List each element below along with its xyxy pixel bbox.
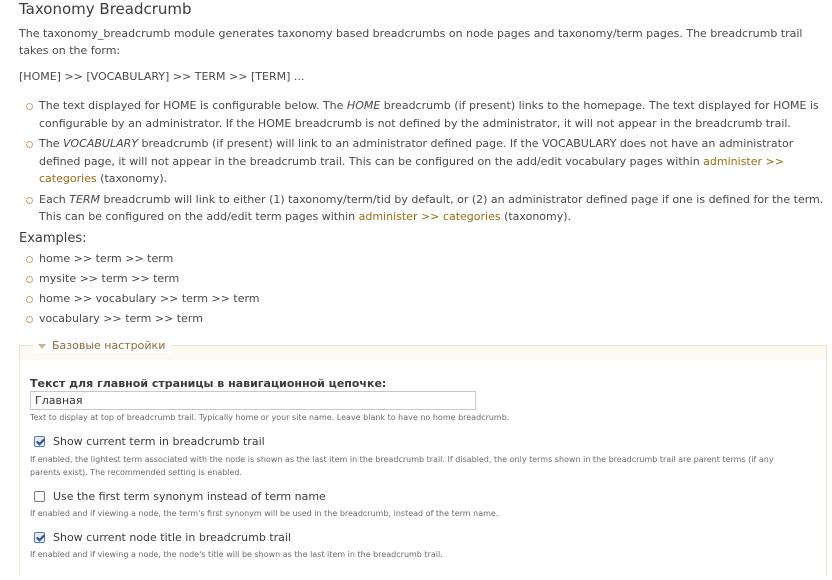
link-separator: >> [417, 210, 443, 223]
example-text: home >> vocabulary >> term >> term [39, 292, 260, 305]
explanation-list [19, 97, 827, 229]
breadcrumb-form-pattern: [HOME] >> [VOCABULARY] >> TERM >> [TERM] ... [19, 70, 305, 83]
list-item [19, 270, 260, 290]
legend-label[interactable]: Базовые настройки [52, 339, 166, 352]
bullet-icon [26, 276, 33, 283]
show-node-title-label[interactable]: Show current node title in breadcrumb trail [53, 531, 292, 544]
intro-text: The taxonomy_breadcrumb module generates taxonomy based breadcrumbs on node pages and taxonomy/term pages. The breadcrumb trail takes on the form: [19, 27, 803, 57]
bullet-text: The [39, 137, 63, 150]
list-item [19, 290, 260, 310]
show-current-term-label[interactable]: Show current term in breadcrumb trail [53, 435, 265, 448]
bullet-icon [26, 256, 33, 263]
use-synonym-checkbox[interactable] [34, 491, 45, 502]
bullet-emphasis: VOCABULARY [62, 137, 138, 150]
bullet-text: (taxonomy). [500, 210, 572, 223]
link-separator: >> [762, 154, 784, 168]
categories-link[interactable]: categories [39, 172, 97, 185]
show-current-term-row[interactable] [34, 435, 265, 448]
bullet-text: Each [39, 192, 70, 206]
use-synonym-description: If enabled and if viewing a node, the term's first synonym will be used in the breadcrumb, instead of the term name. [30, 509, 499, 518]
use-synonym-label[interactable]: Use the first term synonym instead of term name [53, 490, 326, 503]
show-node-title-row[interactable] [34, 531, 291, 544]
page-title: Taxonomy Breadcrumb [19, 0, 192, 18]
example-text: mysite >> term >> term [39, 272, 180, 285]
fieldset-body [20, 360, 826, 580]
bullet-text: (taxonomy). [96, 172, 168, 185]
collapse-arrow-icon[interactable] [38, 344, 46, 349]
example-text: vocabulary >> term >> term [39, 312, 203, 325]
home-text-description: Text to display at top of breadcrumb trail. Typically home or your site name. Leave blank to have no home breadcrumb. [30, 413, 510, 422]
show-node-title-checkbox[interactable] [34, 532, 45, 543]
home-text-label: Текст для главной страницы в навигационной цепочке: [30, 377, 387, 390]
example-text: home >> term >> term [39, 252, 174, 265]
bullet-icon [26, 103, 33, 110]
examples-list [19, 250, 260, 330]
show-current-term-checkbox[interactable] [34, 436, 45, 447]
list-item [19, 310, 260, 330]
examples-heading: Examples: [19, 231, 87, 246]
list-item [19, 250, 260, 270]
bullet-icon [26, 316, 33, 323]
use-synonym-row[interactable] [34, 490, 326, 503]
list-item [19, 97, 827, 132]
home-text-input[interactable] [30, 391, 476, 410]
bullet-icon [26, 197, 33, 204]
bullet-text: breadcrumb (if present) will link to an administrator defined page. If the VOCABULARY does not have an administrator defined page, it will not appear in the breadcrumb trail. This can be configured on the add/edit vocabulary pages within [39, 137, 794, 168]
basic-settings-fieldset [19, 339, 827, 576]
bullet-text: The text displayed for HOME is configurable below. The [39, 99, 347, 112]
fieldset-legend[interactable] [34, 339, 171, 353]
administer-link[interactable]: administer [358, 210, 418, 223]
show-node-title-description: If enabled and if viewing a node, the node's title will be shown as the last item in the breadcrumb trail. [30, 550, 443, 559]
bullet-text: breadcrumb (if present) links to the homepage. The text displayed for HOME is configurable by an administrator. If the HOME breadcrumb is not defined by the administrator, it will not appear in the breadcrumb trail. [39, 99, 819, 130]
bullet-icon [26, 141, 33, 148]
bullet-text: breadcrumb will link to either (1) taxonomy/term/tid by default, or (2) an administrator defined page if one is defined for the term. This can be configured on the add/edit term pages within [39, 192, 824, 223]
bullet-emphasis: TERM [69, 192, 101, 206]
show-current-term-description: If enabled, the lightest term associated with the node is shown as the last item in the breadcrumb trail. If disabled, the only terms shown in the breadcrumb trail are parent terms (if any parents exist). The recommended setting is enabled. [30, 455, 774, 477]
categories-link[interactable]: categories [442, 210, 501, 223]
administer-link[interactable]: administer [703, 154, 763, 168]
bullet-emphasis: HOME [346, 99, 381, 112]
list-item [19, 135, 827, 188]
list-item [19, 191, 827, 226]
bullet-icon [26, 296, 33, 303]
